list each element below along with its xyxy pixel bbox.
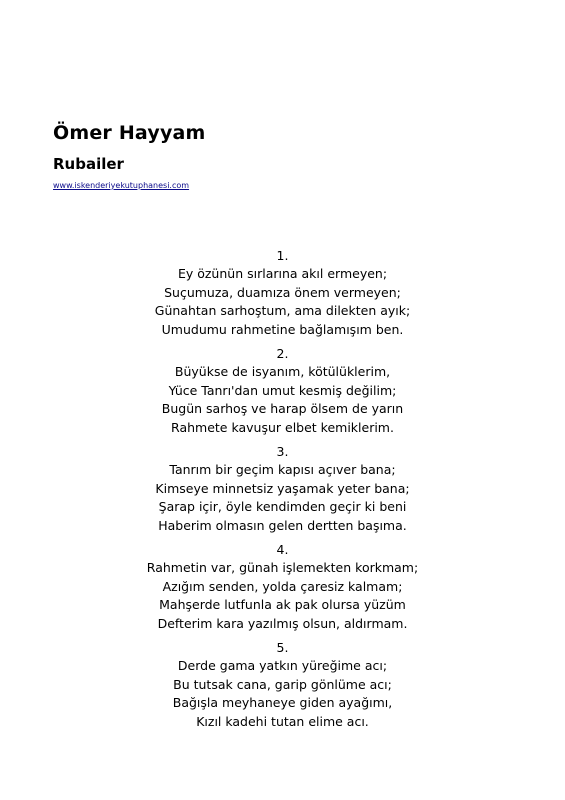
verse-line: Kızıl kadehi tutan elime acı. [196,713,369,729]
stanza [0,639,565,731]
verse-line: Bu tutsak cana, garip gönlüme acı; [173,676,392,692]
author-heading: Ömer Hayyam [53,122,206,144]
stanza-number: 3. [276,444,289,459]
verse-line: Yüce Tanrı'dan umut kesmiş değilim; [168,382,397,398]
work-title: Rubailer [53,155,124,173]
verse-line: Kimseye minnetsiz yaşamak yeter bana; [155,480,410,496]
stanza-number: 4. [276,542,289,557]
stanza-number: 2. [276,346,289,361]
verse-line: Büyükse de isyanım, kötülüklerim, [174,364,391,379]
stanza-number: 1. [276,248,289,263]
stanza-number: 5. [276,640,289,655]
source-link[interactable]: www.iskenderiyekutuphanesi.com [53,181,190,190]
poem-list [0,247,565,737]
verse-line: Haberim olmasın gelen dertten başıma. [158,517,407,533]
stanza [0,541,565,633]
verse-line: Mahşerde lutfunla ak pak olursa yüzüm [159,597,406,612]
stanza [0,443,565,535]
verse-line: Ey özünün sırlarına akıl ermeyen; [177,266,388,281]
verse-line: Rahmetin var, günah işlemekten korkmam; [146,560,419,575]
verse-line: Umudumu rahmetine bağlamışım ben. [161,321,404,337]
stanza [0,345,565,437]
verse-line: Bugün sarhoş ve harap ölsem de yarın [161,401,404,416]
verse-line: Bağışla meyhaneye giden ayağımı, [172,695,393,710]
verse-line: Azığım senden, yolda çaresiz kalmam; [162,578,403,594]
verse-line: Suçumuza, duamıza önem vermeyen; [164,284,401,300]
stanza [0,247,565,339]
verse-line: Tanrım bir geçim kapısı açıver bana; [169,462,396,477]
verse-line: Defterim kara yazılmış olsun, aldırmam. [157,615,408,631]
verse-line: Günahtan sarhoştum, ama dilekten ayık; [154,303,411,318]
verse-line: Rahmete kavuşur elbet kemiklerim. [171,419,394,435]
verse-line: Derde gama yatkın yüreğime acı; [177,658,388,673]
verse-line: Şarap içir, öyle kendimden geçir ki beni [158,499,407,514]
